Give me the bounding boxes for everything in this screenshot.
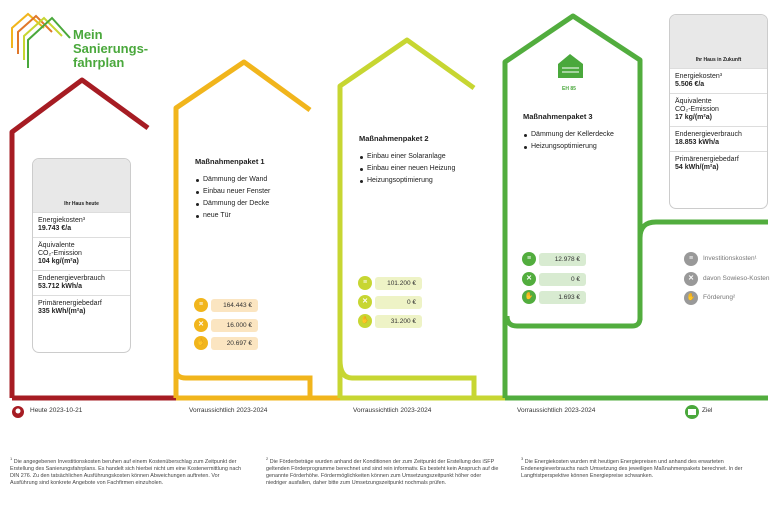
primary-energy-label: Primärenergiebedarf — [675, 156, 739, 163]
foerderung-icon: ✋ — [194, 336, 208, 350]
package-1 — [195, 156, 315, 222]
final-energy-label: Endenergieverbrauch — [675, 131, 742, 138]
foerderung-icon: ✋ — [358, 314, 372, 328]
final-energy-row — [33, 270, 130, 295]
timeline-stage-3: Vorraussichtlich 2023-2024 — [517, 407, 596, 414]
eh85-house-icon — [558, 54, 583, 78]
foerderung-icon: ✋ — [522, 290, 536, 304]
sowieso-value: 0 € — [375, 296, 422, 309]
card-house-today — [32, 158, 131, 353]
legend-sowieso-icon: ✕ — [684, 272, 698, 286]
primary-energy-row — [33, 295, 130, 320]
footnote-2-text: Die Förderbeträge wurden anhand der Konditionen der zum Zeitpunkt der Erstellung des iSFP geltenden Förderprogramme berechnet und sind rein informativ. Es besteht kein Anspruch auf die genannte Förderhöhe. Fördermöglichkeiten können zum Umsetzungszeitpunkt höher oder niedriger ausfallen, daher bitte zum Umsetzungszeitpunkt nochmals prüfen. — [266, 458, 499, 486]
co2-value: 104 kg/(m²a) — [38, 258, 79, 265]
card-header-label: Ihr Haus in Zukunft — [695, 57, 742, 63]
primary-energy-label: Primärenergiebedarf — [38, 300, 102, 307]
location-pin-icon — [12, 406, 24, 418]
co2-label-1: Äquivalente — [38, 242, 75, 249]
footnote-1-text: Die angegebenen Investitionskosten beruhen auf einem Kostenüberschlag zum Zeitpunkt der Erstellung des Sanierungsfahrplans. Es handelt sich hierbei nicht um eine Kostenermittlung nach DIN 276. Zu den tatsächlichen Ausführungskosten können Abweichungen auftreten. Vor Ausführung sind konkrete Angebote von Fachfirmen einzuholen. — [10, 458, 242, 486]
investment-value: 101.200 € — [375, 277, 422, 290]
package-item: Dämmung der Decke — [203, 198, 315, 210]
card-header — [33, 159, 130, 212]
sowieso-value: 16.000 € — [211, 319, 258, 332]
timeline-stage-2: Vorraussichtlich 2023-2024 — [353, 407, 432, 414]
package-item: Heizungsoptimierung — [367, 175, 479, 187]
card-header-label: Ihr Haus heute — [64, 201, 99, 207]
foerderung-value: 1.693 € — [539, 291, 586, 304]
package-item: Dämmung der Kellerdecke — [531, 129, 643, 141]
package-title: Maßnahmenpaket 1 — [195, 157, 265, 166]
package-item: Einbau einer Solaranlage — [367, 151, 479, 163]
foerderung-value: 31.200 € — [375, 315, 422, 328]
app-logo — [73, 28, 148, 70]
package-item: neue Tür — [203, 210, 315, 222]
sowieso-icon: ✕ — [194, 318, 208, 332]
legend-investment-icon: ≡ — [684, 252, 698, 266]
logo-line-1: Mein — [73, 27, 103, 42]
final-energy-value: 53.712 kWh/a — [38, 283, 82, 290]
timeline-today: Heute 2023-10-21 — [30, 407, 83, 414]
footnote-3-text: Die Energiekosten wurden mit heutigen Energiepreisen und anhand des erwarteten Endenergieverbrauchs nach Umsetzung des jeweiligen Maßnahmenpakets berechnet. In der Langfristperspektive können Energiepreise schwanken. — [521, 458, 743, 479]
investment-value: 12.978 € — [539, 253, 586, 266]
sowieso-value: 0 € — [539, 273, 586, 286]
energy-cost-row — [33, 212, 130, 237]
package-3 — [523, 111, 643, 153]
footnote-2: $^2$ Die Förderbeträge wurden anhand der Konditionen der zum Zeitpunkt der Erstellung des iSFP geltenden Förderprogramme berechnet und sind rein informativ. Es besteht kein Anspruch auf die genannte Förderhöhe. Fördermöglichkeiten können zum Umsetzungszeitpunkt höher oder niedriger ausfallen, daher bitte zum Umsetzungszeitpunkt nochmals prüfen. — [266, 456, 499, 486]
co2-value: 17 kg/(m²a) — [675, 114, 712, 121]
foerderung-value: 20.697 € — [211, 337, 258, 350]
legend-foerderung: Förderung² — [703, 294, 736, 301]
energy-cost-row — [670, 68, 767, 93]
investment-value: 164.443 € — [211, 299, 258, 312]
co2-label-2: CO₂-Emission — [675, 106, 719, 113]
co2-label-2: CO₂-Emission — [38, 250, 82, 257]
package-title: Maßnahmenpaket 3 — [523, 112, 593, 121]
co2-row — [670, 93, 767, 126]
package-item: Dämmung der Wand — [203, 174, 315, 186]
investment-icon: ≡ — [358, 276, 372, 290]
final-energy-value: 18.853 kWh/a — [675, 139, 719, 146]
primary-energy-row — [670, 151, 767, 176]
timeline-goal: Ziel — [702, 407, 713, 414]
logo-line-3: fahrplan — [73, 55, 125, 70]
package-title: Maßnahmenpaket 2 — [359, 134, 429, 143]
logo-line-2: Sanierungs- — [73, 41, 149, 56]
co2-row — [33, 237, 130, 270]
energy-cost-value: 19.743 €/a — [38, 225, 72, 232]
sowieso-icon: ✕ — [522, 272, 536, 286]
logo-houses-icon — [12, 14, 70, 68]
final-energy-row — [670, 126, 767, 151]
package-item: Einbau neuer Fenster — [203, 186, 315, 198]
eh85-badge: EH 85 — [562, 86, 576, 92]
timeline-stage-1: Vorraussichtlich 2023-2024 — [189, 407, 268, 414]
package-item: Heizungsoptimierung — [531, 141, 643, 153]
package-2 — [359, 133, 479, 187]
card-house-future — [669, 14, 768, 209]
primary-energy-value: 335 kWh/(m²a) — [38, 308, 86, 315]
footnote-1: $^1$ Die angegebenen Investitionskosten beruhen auf einem Kostenüberschlag zum Zeitpunkt der Erstellung des Sanierungsfahrplans. Es handelt sich hierbei nicht um eine Kostenermittlung nach DIN 276. Zu den tatsächlichen Ausführungskosten können Abweichungen auftreten. Vor Ausführung sind konkrete Angebote von Fachfirmen einzuholen. — [10, 456, 242, 486]
package-item: Einbau einer neuen Heizung — [367, 163, 479, 175]
investment-icon: ≡ — [522, 252, 536, 266]
card-header — [670, 15, 767, 68]
footnote-3: $^3$ Die Energiekosten wurden mit heutigen Energiepreisen und anhand des erwarteten Endenergieverbrauchs nach Umsetzung des jeweiligen Maßnahmenpakets berechnet. In der Langfristperspektive können Energiepreise schwanken. — [521, 456, 743, 479]
legend-sowieso: davon Sowieso-Kosten — [703, 275, 770, 282]
energy-cost-label: Energiekosten³ — [675, 73, 723, 80]
energy-cost-label: Energiekosten³ — [38, 217, 86, 224]
co2-label-1: Äquivalente — [675, 98, 712, 105]
sowieso-icon: ✕ — [358, 295, 372, 309]
final-energy-label: Endenergieverbrauch — [38, 275, 105, 282]
energy-cost-value: 5.506 €/a — [675, 81, 705, 88]
legend-foerderung-icon: ✋ — [684, 291, 698, 305]
goal-house-icon — [685, 405, 699, 419]
primary-energy-value: 54 kWh/(m²a) — [675, 164, 719, 171]
legend-investment: Investitionskosten¹ — [703, 255, 757, 262]
investment-icon: ≡ — [194, 298, 208, 312]
